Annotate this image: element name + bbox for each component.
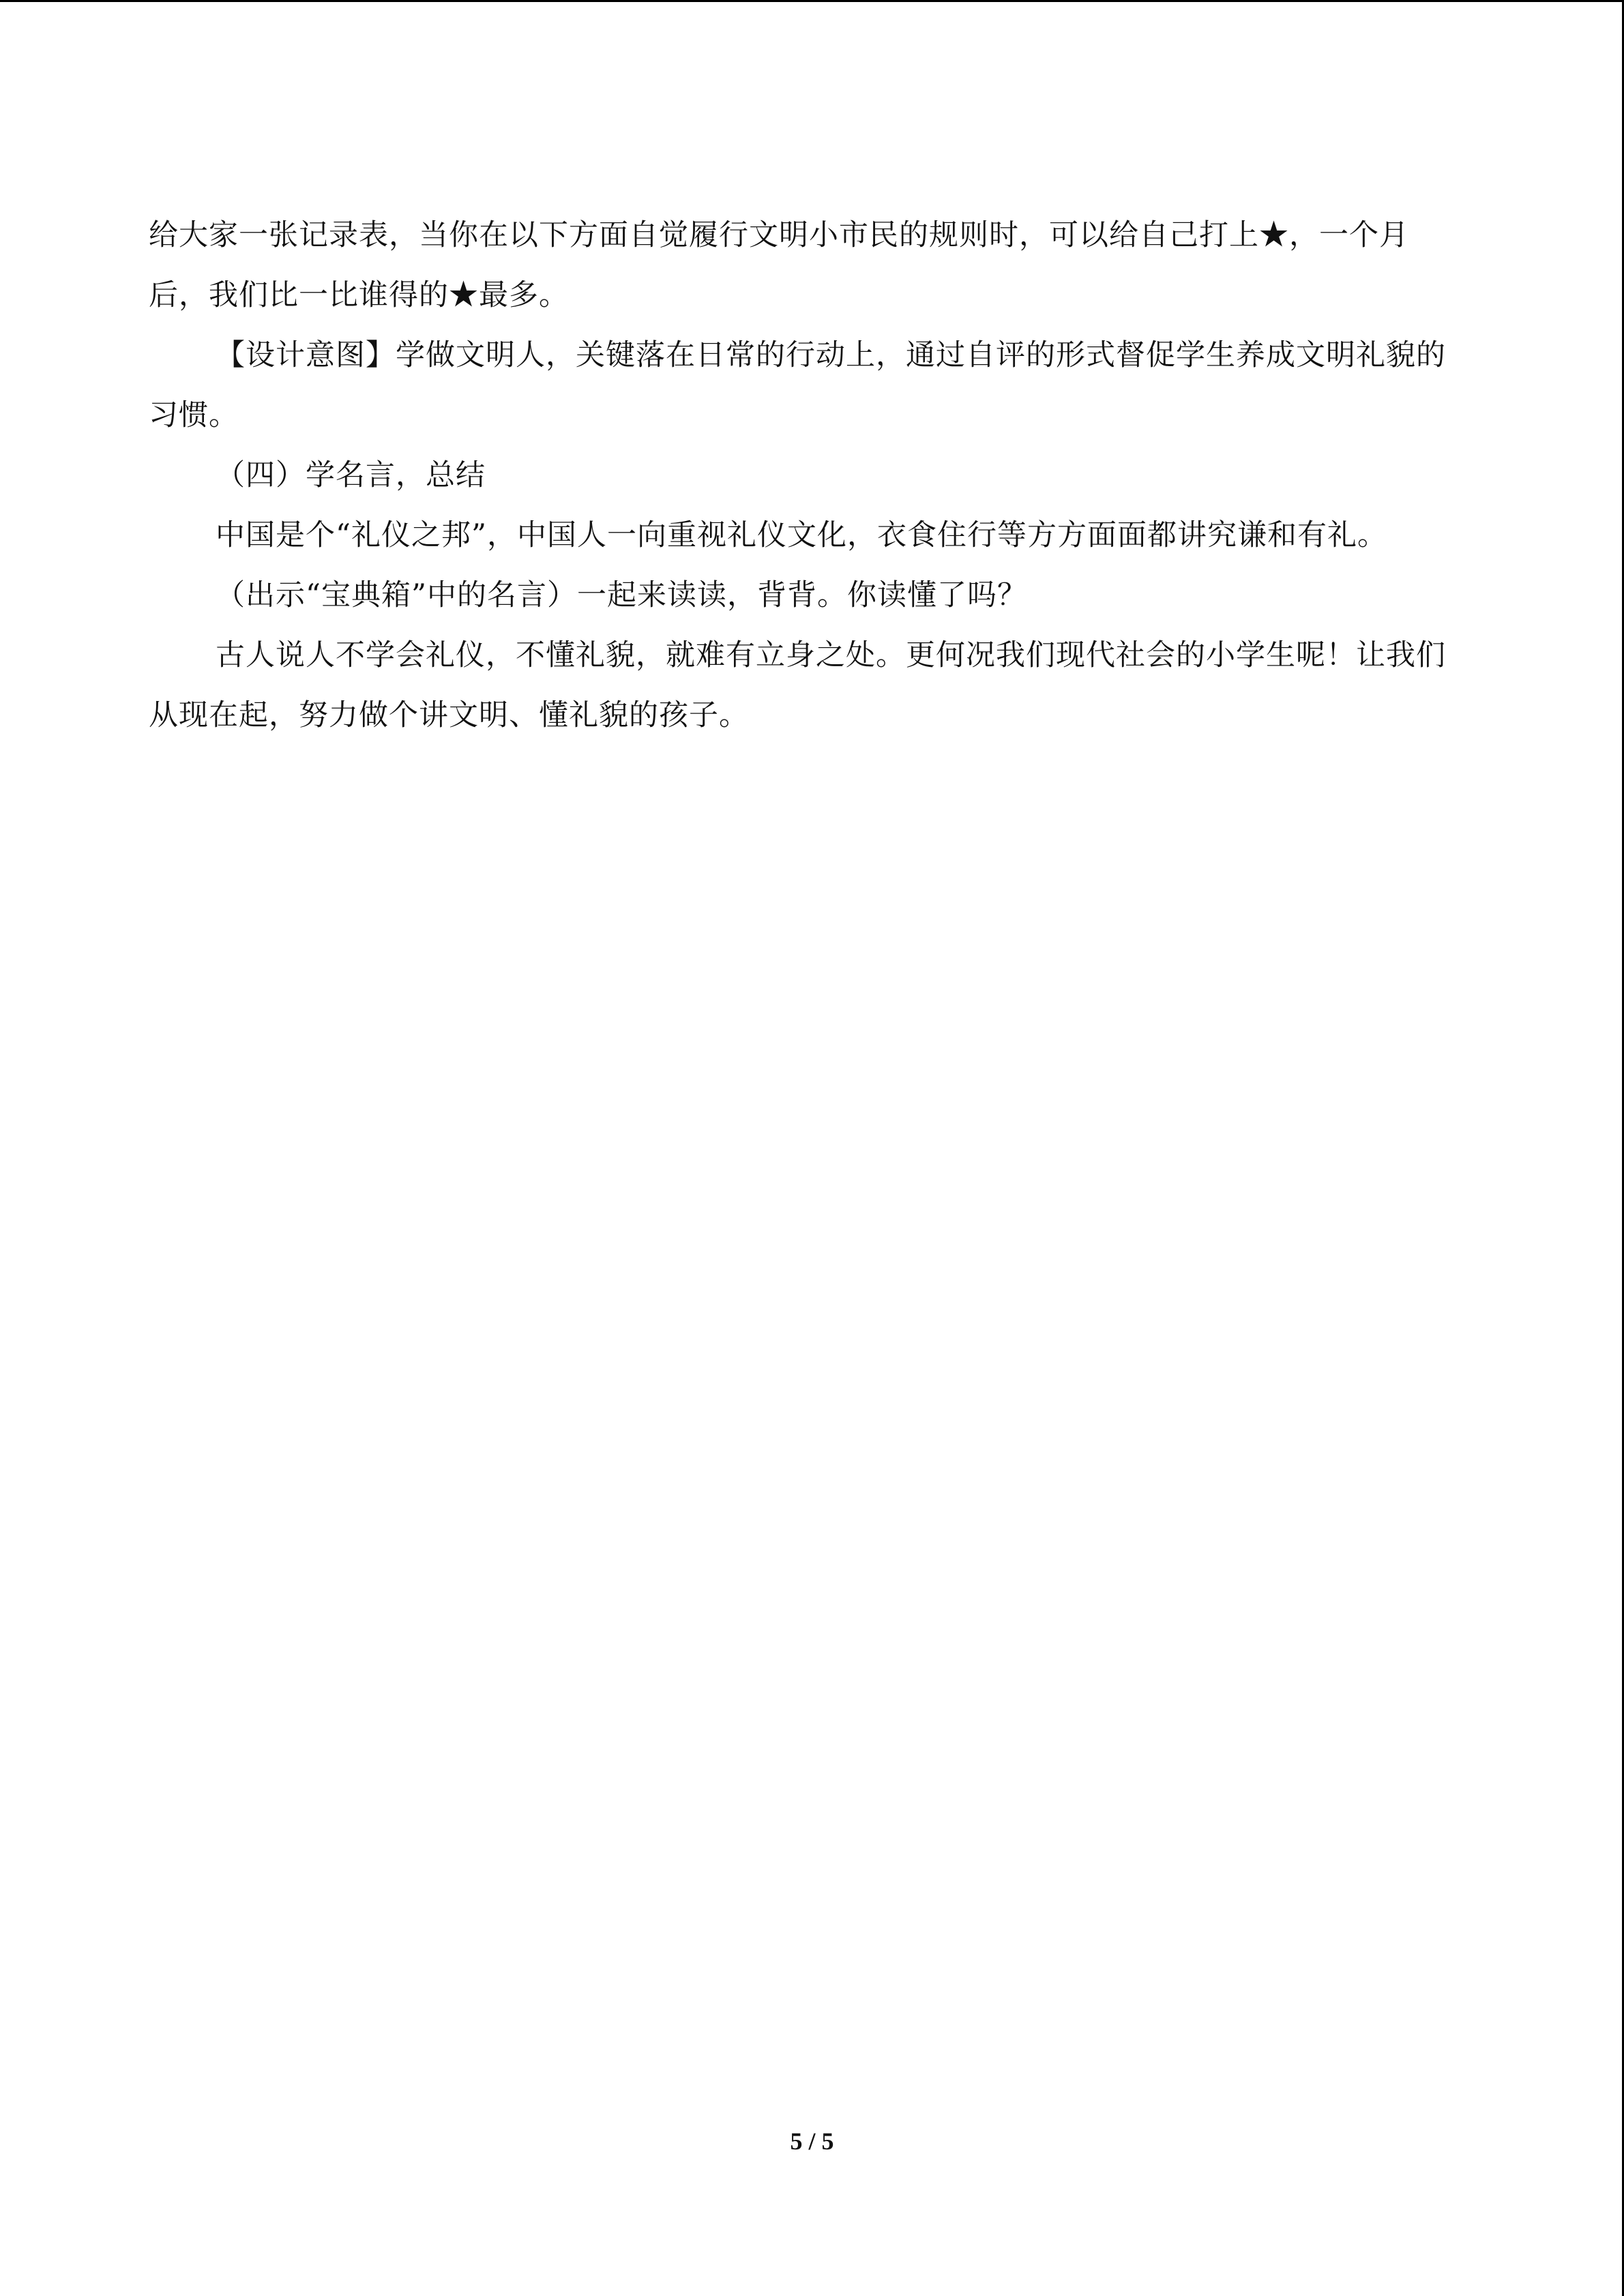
- body-text: [149, 205, 1458, 745]
- paragraph-conclusion: 古人说人不学会礼仪，不懂礼貌，就难有立身之处。更何况我们现代社会的小学生呢！让我们从现在起，努力做个讲文明、懂礼貌的孩子。: [149, 638, 1446, 732]
- page-number: 5 / 5: [790, 2128, 834, 2155]
- section-heading-learn-quotes: （四）学名言，总结: [216, 458, 486, 492]
- paragraph-design-intent: 【设计意图】学做文明人，关键落在日常的行动上，通过自评的形式督促学生养成文明礼貌的习惯。: [149, 338, 1446, 432]
- paragraph-show-quotes: （出示“宝典箱”中的名言）一起来读读，背背。你读懂了吗？: [216, 578, 1027, 612]
- paragraph-etiquette-nation: 中国是个“礼仪之邦”，中国人一向重视礼仪文化，衣食住行等方方面面都讲究谦和有礼。: [216, 518, 1387, 552]
- paragraph-record-table: 给大家一张记录表，当你在以下方面自觉履行文明小市民的规则时，可以给自己打上★，一个月后，我们比一比谁得的★最多。: [149, 218, 1409, 312]
